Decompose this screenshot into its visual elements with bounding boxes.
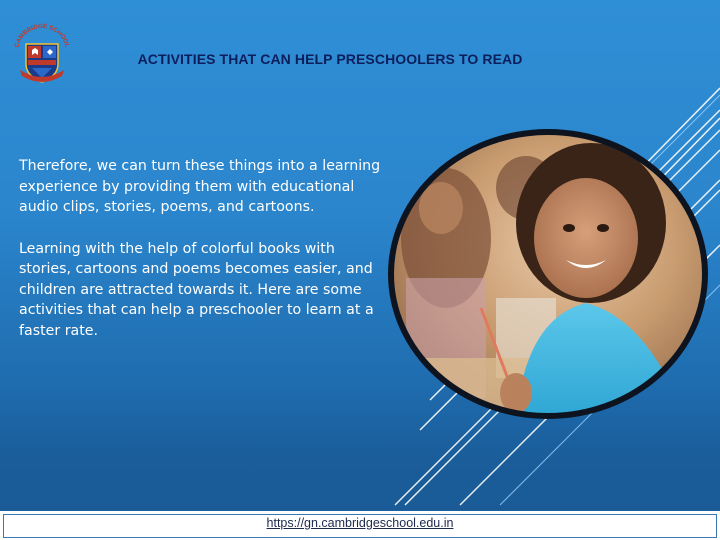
- footer-url-link[interactable]: https://gn.cambridgeschool.edu.in: [266, 516, 454, 530]
- slide-title: ACTIVITIES THAT CAN HELP PRESCHOOLERS TO READ: [137, 51, 523, 67]
- child-photo: [386, 128, 710, 420]
- paragraph-2: Learning with the help of colorful books with stories, cartoons and poems becomes easier, and children are attracted towards it. Here are some activities that can help a preschooler to learn at a faster rate.: [19, 240, 374, 339]
- footer-bar: [0, 510, 720, 540]
- paragraph-1: Therefore, we can turn these things into a learning experience by providing them with educational audio clips, stories, poems, and cartoons.: [19, 158, 381, 215]
- school-crest-icon: [10, 18, 74, 90]
- school-logo: [10, 18, 74, 90]
- body-text: [19, 156, 391, 362]
- child-photo-illustration: [386, 128, 710, 420]
- logo-arc-text: CAMBRIDGE SCHOOL: [13, 22, 71, 49]
